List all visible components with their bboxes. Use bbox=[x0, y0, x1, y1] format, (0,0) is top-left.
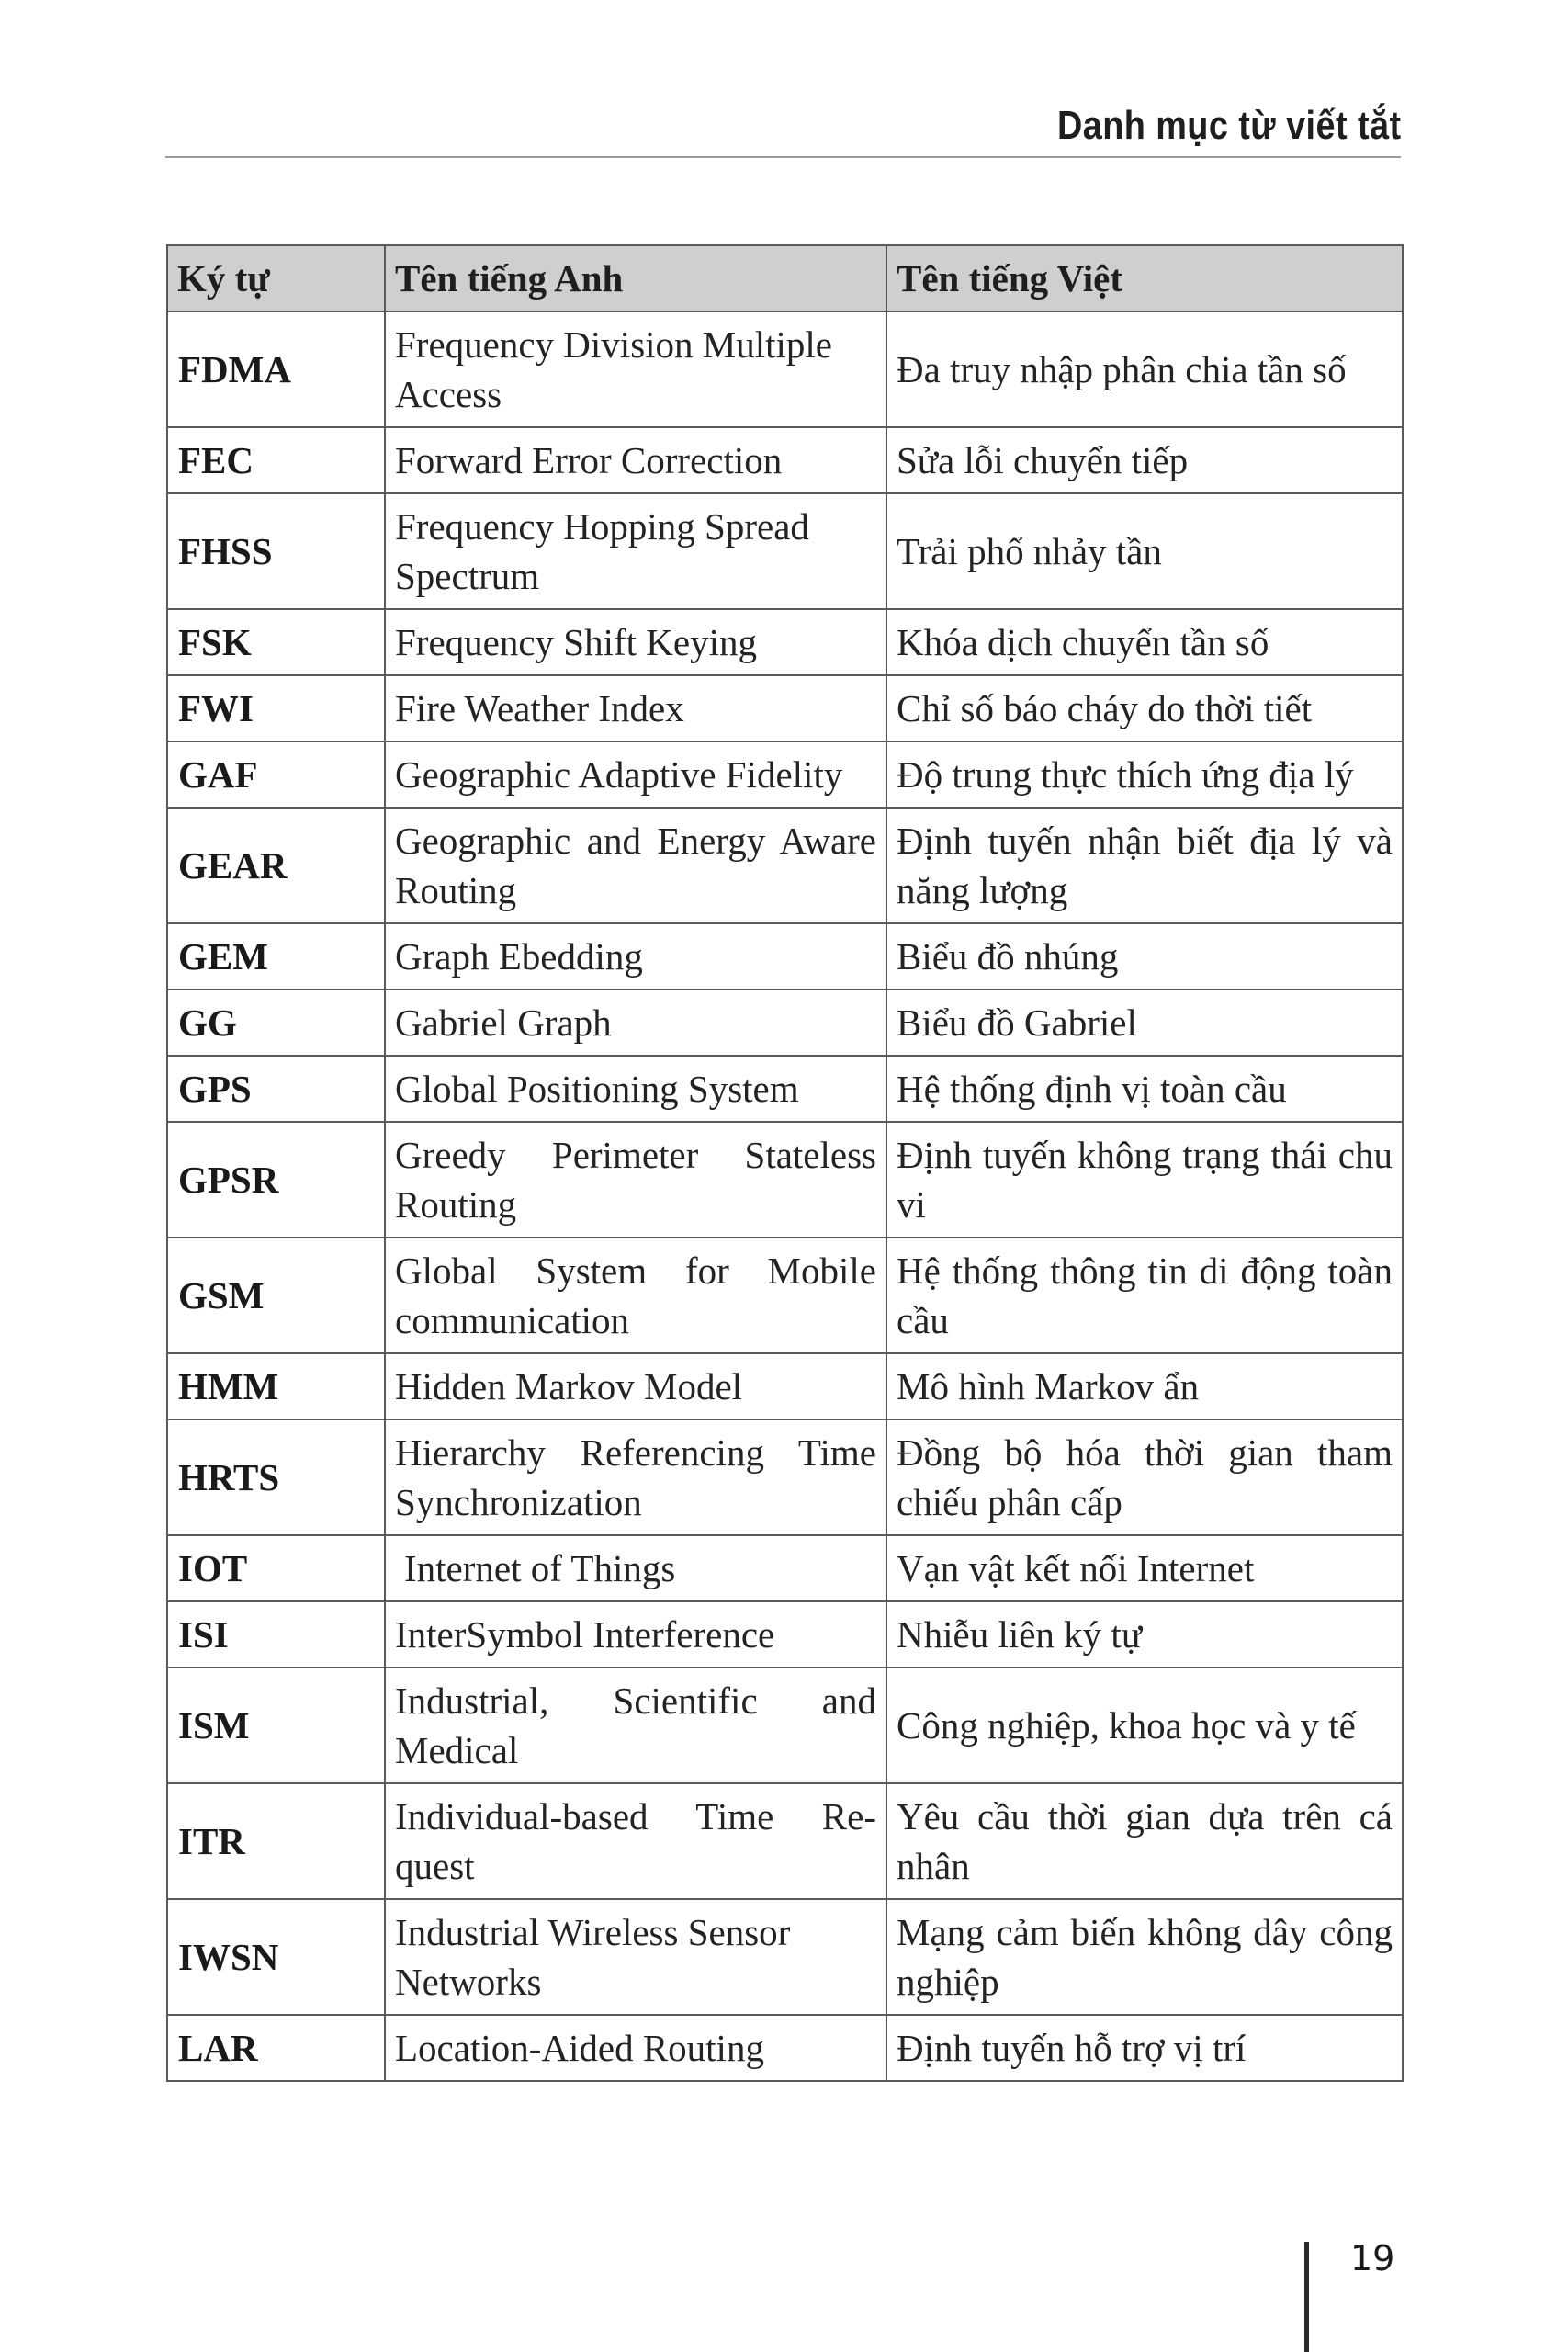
abbr-code: IWSN bbox=[167, 1899, 385, 2015]
vietnamese-name: Vạn vật kết nối Internet bbox=[886, 1535, 1403, 1601]
vietnamese-name: Độ trung thực thích ứng địa lý bbox=[886, 741, 1403, 808]
vietnamese-name: Sửa lỗi chuyển tiếp bbox=[886, 427, 1403, 493]
vietnamese-name: Trải phổ nhảy tần bbox=[886, 493, 1403, 609]
english-name: Greedy Perimeter Stateless Routing bbox=[385, 1122, 886, 1238]
english-name: Global System for Mobile communication bbox=[385, 1238, 886, 1353]
english-name: Hierarchy Referencing Time Synchronization bbox=[385, 1419, 886, 1535]
vietnamese-name: Hệ thống thông tin di động toàn cầu bbox=[886, 1238, 1403, 1353]
english-name: Internet of Things bbox=[385, 1535, 886, 1601]
vietnamese-name: Biểu đồ Gabriel bbox=[886, 989, 1403, 1056]
vietnamese-name: Định tuyến nhận biết địa lý và năng lượng bbox=[886, 808, 1403, 923]
vietnamese-name: Đa truy nhập phân chia tần số bbox=[886, 311, 1403, 427]
table-row bbox=[167, 1238, 1403, 1353]
vietnamese-name: Yêu cầu thời gian dựa trên cá nhân bbox=[886, 1783, 1403, 1899]
english-name: Industrial Wireless Sensor Networks bbox=[385, 1899, 886, 2015]
english-name: Industrial, Scientific and Medical bbox=[385, 1668, 886, 1783]
page-header bbox=[165, 92, 1401, 158]
english-name: Location-Aided Routing bbox=[385, 2015, 886, 2081]
table-row bbox=[167, 1783, 1403, 1899]
abbr-code: GAF bbox=[167, 741, 385, 808]
vietnamese-name: Nhiễu liên ký tự bbox=[886, 1601, 1403, 1668]
vietnamese-name: Hệ thống định vị toàn cầu bbox=[886, 1056, 1403, 1122]
vietnamese-name: Đồng bộ hóa thời gian tham chiếu phân cấp bbox=[886, 1419, 1403, 1535]
page-number: 19 bbox=[1350, 2238, 1395, 2278]
vietnamese-name: Mô hình Markov ẩn bbox=[886, 1353, 1403, 1419]
column-header-code: Ký tự bbox=[167, 245, 385, 311]
abbr-code: GEAR bbox=[167, 808, 385, 923]
abbr-code: FHSS bbox=[167, 493, 385, 609]
abbr-code: FSK bbox=[167, 609, 385, 675]
english-name: Frequency Division Multiple Access bbox=[385, 311, 886, 427]
table-row bbox=[167, 923, 1403, 989]
table-row bbox=[167, 311, 1403, 427]
abbr-code: ISM bbox=[167, 1668, 385, 1783]
english-name: Hidden Markov Model bbox=[385, 1353, 886, 1419]
abbr-code: GEM bbox=[167, 923, 385, 989]
table-row bbox=[167, 1601, 1403, 1668]
vietnamese-name: Khóa dịch chuyển tần số bbox=[886, 609, 1403, 675]
table-row bbox=[167, 989, 1403, 1056]
table-header-row bbox=[167, 245, 1403, 311]
abbr-code: GG bbox=[167, 989, 385, 1056]
abbr-code: HRTS bbox=[167, 1419, 385, 1535]
table-row bbox=[167, 427, 1403, 493]
abbr-code: HMM bbox=[167, 1353, 385, 1419]
english-name: Geographic and Energy Aware Routing bbox=[385, 808, 886, 923]
english-name: Forward Error Correction bbox=[385, 427, 886, 493]
page-number-divider bbox=[1304, 2242, 1309, 2352]
table-row bbox=[167, 808, 1403, 923]
vietnamese-name: Định tuyến hỗ trợ vị trí bbox=[886, 2015, 1403, 2081]
table-row bbox=[167, 2015, 1403, 2081]
vietnamese-name: Biểu đồ nhúng bbox=[886, 923, 1403, 989]
english-name: Fire Weather Index bbox=[385, 675, 886, 741]
vietnamese-name: Định tuyến không trạng thái chu vi bbox=[886, 1122, 1403, 1238]
abbr-code: IOT bbox=[167, 1535, 385, 1601]
table-row bbox=[167, 741, 1403, 808]
abbreviation-table bbox=[166, 244, 1404, 2082]
table-row bbox=[167, 1353, 1403, 1419]
abbr-code: GPS bbox=[167, 1056, 385, 1122]
english-name: Frequency Hopping Spread Spectrum bbox=[385, 493, 886, 609]
table-row bbox=[167, 1535, 1403, 1601]
vietnamese-name: Công nghiệp, khoa học và y tế bbox=[886, 1668, 1403, 1783]
table-row bbox=[167, 1668, 1403, 1783]
abbr-code: ISI bbox=[167, 1601, 385, 1668]
column-header-vietnamese: Tên tiếng Việt bbox=[886, 245, 1403, 311]
table-row bbox=[167, 493, 1403, 609]
english-name: Geographic Adaptive Fidelity bbox=[385, 741, 886, 808]
abbr-code: ITR bbox=[167, 1783, 385, 1899]
abbr-code: FEC bbox=[167, 427, 385, 493]
table-row bbox=[167, 1056, 1403, 1122]
english-name: Frequency Shift Keying bbox=[385, 609, 886, 675]
abbr-code: GSM bbox=[167, 1238, 385, 1353]
column-header-english: Tên tiếng Anh bbox=[385, 245, 886, 311]
english-name: Global Positioning System bbox=[385, 1056, 886, 1122]
english-name: Gabriel Graph bbox=[385, 989, 886, 1056]
table-row bbox=[167, 1122, 1403, 1238]
abbr-code: LAR bbox=[167, 2015, 385, 2081]
abbr-code: FDMA bbox=[167, 311, 385, 427]
table-row bbox=[167, 1899, 1403, 2015]
table-row bbox=[167, 675, 1403, 741]
english-name: Individual-based Time Re-quest bbox=[385, 1783, 886, 1899]
abbr-code: FWI bbox=[167, 675, 385, 741]
vietnamese-name: Mạng cảm biến không dây công nghiệp bbox=[886, 1899, 1403, 2015]
vietnamese-name: Chỉ số báo cháy do thời tiết bbox=[886, 675, 1403, 741]
english-name: Graph Ebedding bbox=[385, 923, 886, 989]
table-row bbox=[167, 609, 1403, 675]
abbr-code: GPSR bbox=[167, 1122, 385, 1238]
table-row bbox=[167, 1419, 1403, 1535]
page-title: Danh mục từ viết tắt bbox=[1056, 103, 1401, 148]
english-name: InterSymbol Interference bbox=[385, 1601, 886, 1668]
